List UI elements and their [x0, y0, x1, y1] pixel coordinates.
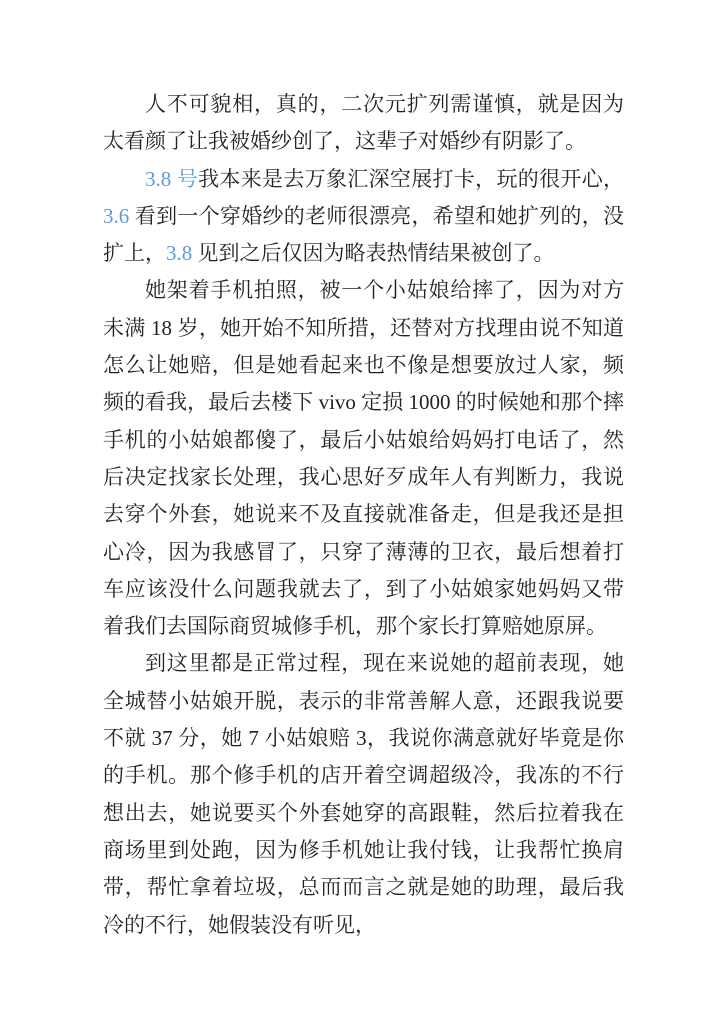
text-run: 到这里都是正常过程，现在来说她的超前表现，她全城替小姑娘开脱，表示的非常善解人意，还跟我说要不就 37 分，她 7 小姑娘赔 3，我说你满意就好毕竟是你的手机。那个修手机的店开着空调超级冷，我冻的不行想出去，她说要买个外套她穿的高跟鞋，然后拉着我在商场里到处跑，因为修手机她让我付钱，让我帮忙换肩带，帮忙拿着垃圾，总而而言之就是她的助理，最后我冷的不行，她假装没有听见，: [103, 651, 624, 937]
paragraph: [103, 86, 624, 161]
text-run: 看到一个穿婚纱的老师很漂亮，希望和她扩列的，没扩上，: [103, 203, 624, 266]
paragraph: [103, 645, 624, 943]
paragraph: [103, 272, 624, 645]
date-highlight-link[interactable]: 3.8: [166, 241, 193, 266]
text-run: 人不可貌相，真的，二次元扩列需谨慎，就是因为太看颜了让我被婚纱创了，这辈子对婚纱有阴影了。: [103, 92, 624, 154]
paragraph: [103, 161, 624, 273]
text-run: 我本来是去万象汇深空展打卡，玩的很开心，: [198, 166, 625, 191]
text-run: 见到之后仅因为略表热情结果被创了。: [192, 241, 555, 266]
date-highlight-link[interactable]: 3.8 号: [145, 166, 199, 191]
text-run: 她架着手机拍照，被一个小姑娘给摔了，因为对方未满 18 岁，她开始不知所措，还替对方找理由说不知道怎么让她赔，但是她看起来也不像是想要放过人家，频频的看我，最后去楼下 vivo 定损 1000 的时候她和那个摔手机的小姑娘都傻了，最后小姑娘给妈妈打电话了，然后决定找家长处理，我心思好歹成年人有判断力，我说去穿个外套，她说来不及直接就准备走，但是我还是担心冷，因为我感冒了，只穿了薄薄的卫衣，最后想着打车应该没什么问题我就去了，到了小姑娘家她妈妈又带着我们去国际商贸城修手机，那个家长打算赔她原屏。: [103, 278, 624, 639]
article-body: [103, 86, 624, 944]
date-highlight-link[interactable]: 3.6: [103, 203, 130, 228]
